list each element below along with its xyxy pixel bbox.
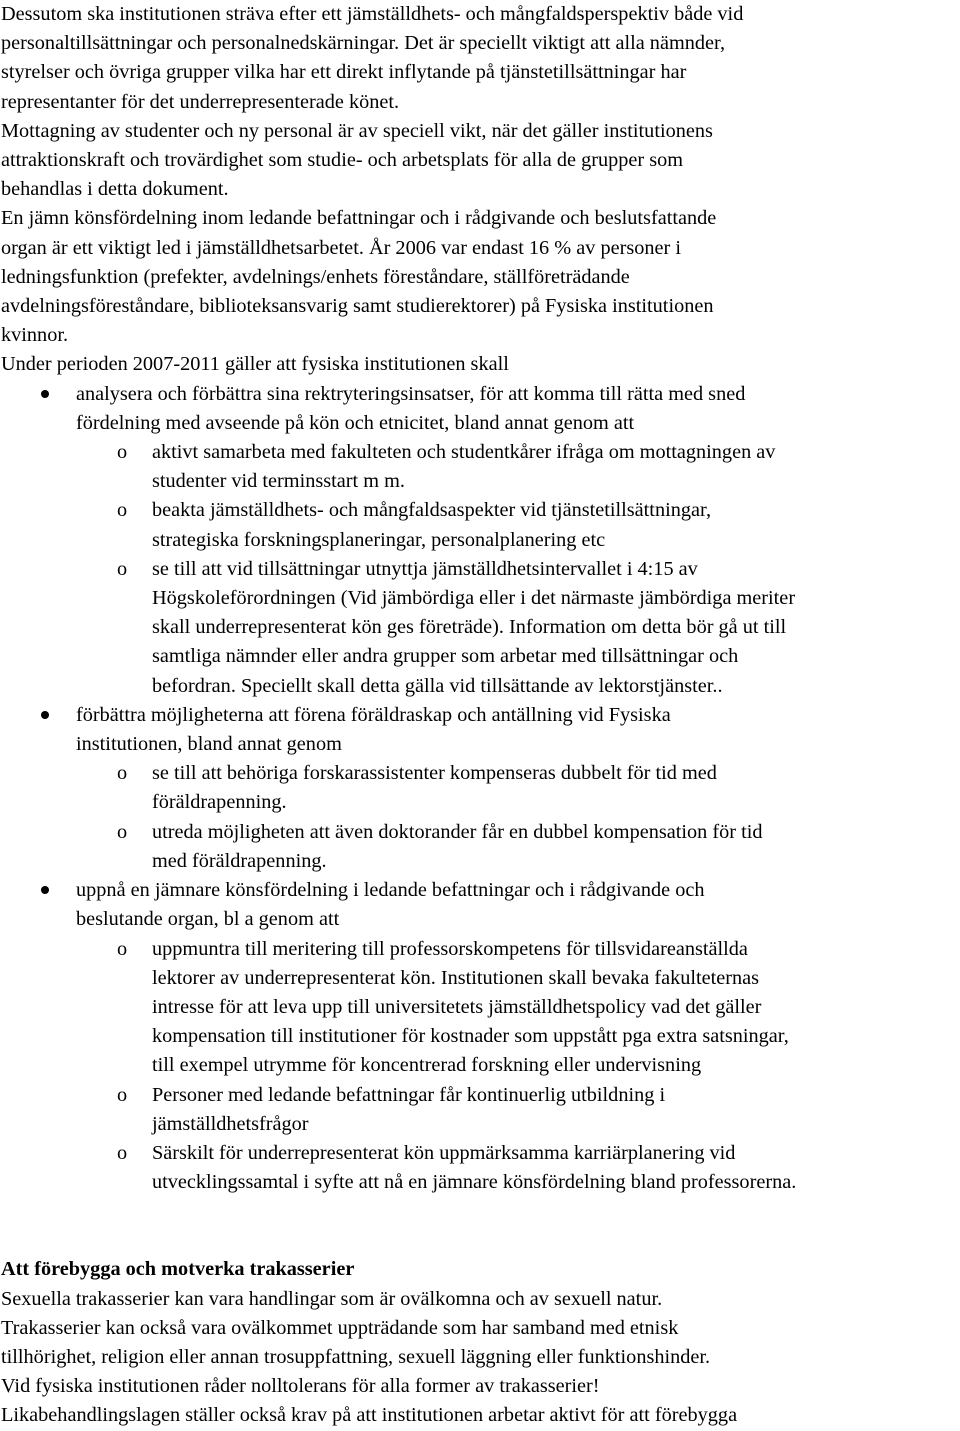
text-line: tillhörighet, religion eller annan trosuppfattning, sexuell läggning eller funktionshinder.: [1, 1345, 711, 1368]
text-line: utvecklingssamtal i syfte att nå en jämnare könsfördelning bland professorerna.: [152, 1171, 797, 1194]
text-line: Trakasserier kan också vara ovälkommet uppträdande som har samband med etnisk: [1, 1316, 679, 1339]
text-line: jämställdhetsfrågor: [152, 1112, 309, 1135]
text-line: institutionen, bland annat genom: [76, 733, 342, 756]
circle-bullet-icon: o: [117, 499, 128, 522]
text-line: avdelningsföreståndare, biblioteksansvarig samt studierektorer) på Fysiska institutionen: [1, 295, 714, 318]
text-line: förbättra möjligheterna att förena föräldraskap och antällning vid Fysiska: [76, 703, 671, 726]
sub-item: [0, 1139, 960, 1197]
text-line: organ är ett viktigt led i jämställdhetsarbetet. År 2006 var endast 16 % av personer i: [1, 236, 681, 259]
text-line: befordran. Speciellt skall detta gälla vid tillsättande av lektorstjänster..: [152, 674, 723, 697]
text-line: Likabehandlingslagen ställer också krav på att institutionen arbetar aktivt för att förebygga: [1, 1404, 738, 1427]
text-line: kvinnor.: [1, 324, 69, 347]
bullet-icon: [41, 711, 49, 719]
sub-item: [0, 438, 960, 496]
text-line: behandlas i detta dokument.: [1, 178, 229, 201]
text-line: En jämn könsfördelning inom ledande befattningar och i rådgivande och beslutsfattande: [1, 207, 717, 230]
text-line: ledningsfunktion (prefekter, avdelnings/enhets föreståndare, ställföreträdande: [1, 265, 630, 288]
text-line: skall underrepresenterat kön ges företräde). Information om detta bör gå ut till: [152, 616, 787, 639]
text-line: fördelning med avseende på kön och etnicitet, bland annat genom att: [76, 411, 635, 434]
circle-bullet-icon: o: [117, 762, 128, 785]
text-line: beakta jämställdhets- och mångfaldsaspekter vid tjänstetillsättningar,: [152, 499, 712, 522]
text-line: personaltillsättningar och personalnedskärningar. Det är speciellt viktigt att alla nämnder,: [1, 32, 726, 55]
text-line: lektorer av underrepresenterat kön. Institutionen skall bevaka fakulteternas: [152, 966, 760, 989]
goal-item: [0, 701, 960, 759]
text-line: Vid fysiska institutionen råder nolltolerans för alla former av trakasserier!: [1, 1375, 600, 1398]
text-line: utreda möjligheten att även doktorander får en dubbel kompensation för tid: [152, 820, 763, 843]
intro-paragraph: [0, 0, 960, 117]
sub-item: [0, 759, 960, 817]
text-line: till exempel utrymme för koncentrerad forskning eller undervisning: [152, 1054, 702, 1077]
text-line: analysera och förbättra sina rektryteringsinsatser, för att komma till rätta med sned: [76, 382, 746, 405]
text-line: se till att vid tillsättningar utnyttja jämställdhetsintervallet i 4:15 av: [152, 557, 698, 580]
circle-bullet-icon: o: [117, 557, 128, 580]
text-line: Särskilt för underrepresenterat kön uppmärksamma karriärplanering vid: [152, 1141, 736, 1164]
circle-bullet-icon: o: [117, 820, 128, 843]
intro-paragraph: [0, 204, 960, 350]
circle-bullet-icon: o: [117, 1141, 128, 1164]
intro-paragraph: [0, 117, 960, 205]
text-line: beslutande organ, bl a genom att: [76, 908, 340, 931]
text-line: föräldrapenning.: [152, 791, 287, 814]
text-line: med föräldrapenning.: [152, 849, 327, 872]
text-line: representanter för det underrepresenterade könet.: [1, 90, 400, 113]
circle-bullet-icon: o: [117, 937, 128, 960]
text-line: samtliga nämnder eller andra grupper som arbetar med tillsättningar och: [152, 645, 739, 668]
goal-item: [0, 876, 960, 934]
text-line: styrelser och övriga grupper vilka har ett direkt inflytande på tjänstetillsättningar har: [1, 61, 687, 84]
text-line: Under perioden 2007-2011 gäller att fysiska institutionen skall: [1, 353, 509, 376]
text-line: Sexuella trakasserier kan vara handlingar som är ovälkomna och av sexuell natur.: [1, 1287, 663, 1310]
section-paragraph: [0, 1285, 960, 1431]
sub-item: [0, 935, 960, 1081]
text-line: Högskoleförordningen (Vid jämbördiga eller i det närmaste jämbördiga meriter: [152, 587, 796, 610]
text-line: se till att behöriga forskarassistenter kompenseras dubbelt för tid med: [152, 762, 717, 785]
sub-item: [0, 496, 960, 554]
text-line: intresse för att leva upp till universitetets jämställdhetspolicy vad det gäller: [152, 995, 762, 1018]
text-line: kompensation till institutioner för kostnader som uppstått pga extra satsningar,: [152, 1025, 789, 1048]
text-line: uppnå en jämnare könsfördelning i ledande befattningar och i rådgivande och: [76, 879, 705, 902]
text-line: studenter vid terminsstart m m.: [152, 470, 405, 493]
sub-item: [0, 1081, 960, 1139]
text-line: aktivt samarbeta med fakulteten och studentkårer ifråga om mottagningen av: [152, 441, 776, 464]
bullet-icon: [41, 886, 49, 894]
bullet-icon: [41, 390, 49, 398]
text-line: strategiska forskningsplaneringar, personalplanering etc: [152, 528, 606, 551]
text-line: Personer med ledande befattningar får kontinuerlig utbildning i: [152, 1083, 666, 1106]
text-line: Mottagning av studenter och ny personal är av speciell vikt, när det gäller institutionens: [1, 119, 713, 142]
text-line: attraktionskraft och trovärdighet som studie- och arbetsplats för alla de grupper som: [1, 149, 684, 172]
text-line: Dessutom ska institutionen sträva efter ett jämställdhets- och mångfaldsperspektiv både vid: [1, 3, 744, 25]
sub-item: [0, 555, 960, 701]
goal-item: [0, 380, 960, 438]
text-line: uppmuntra till meritering till professorskompetens för tillsvidareanställda: [152, 937, 748, 960]
circle-bullet-icon: o: [117, 441, 128, 464]
section-heading: Att förebygga och motverka trakasserier: [1, 1258, 355, 1281]
circle-bullet-icon: o: [117, 1083, 128, 1106]
sub-item: [0, 818, 960, 876]
list-intro: [0, 350, 960, 379]
